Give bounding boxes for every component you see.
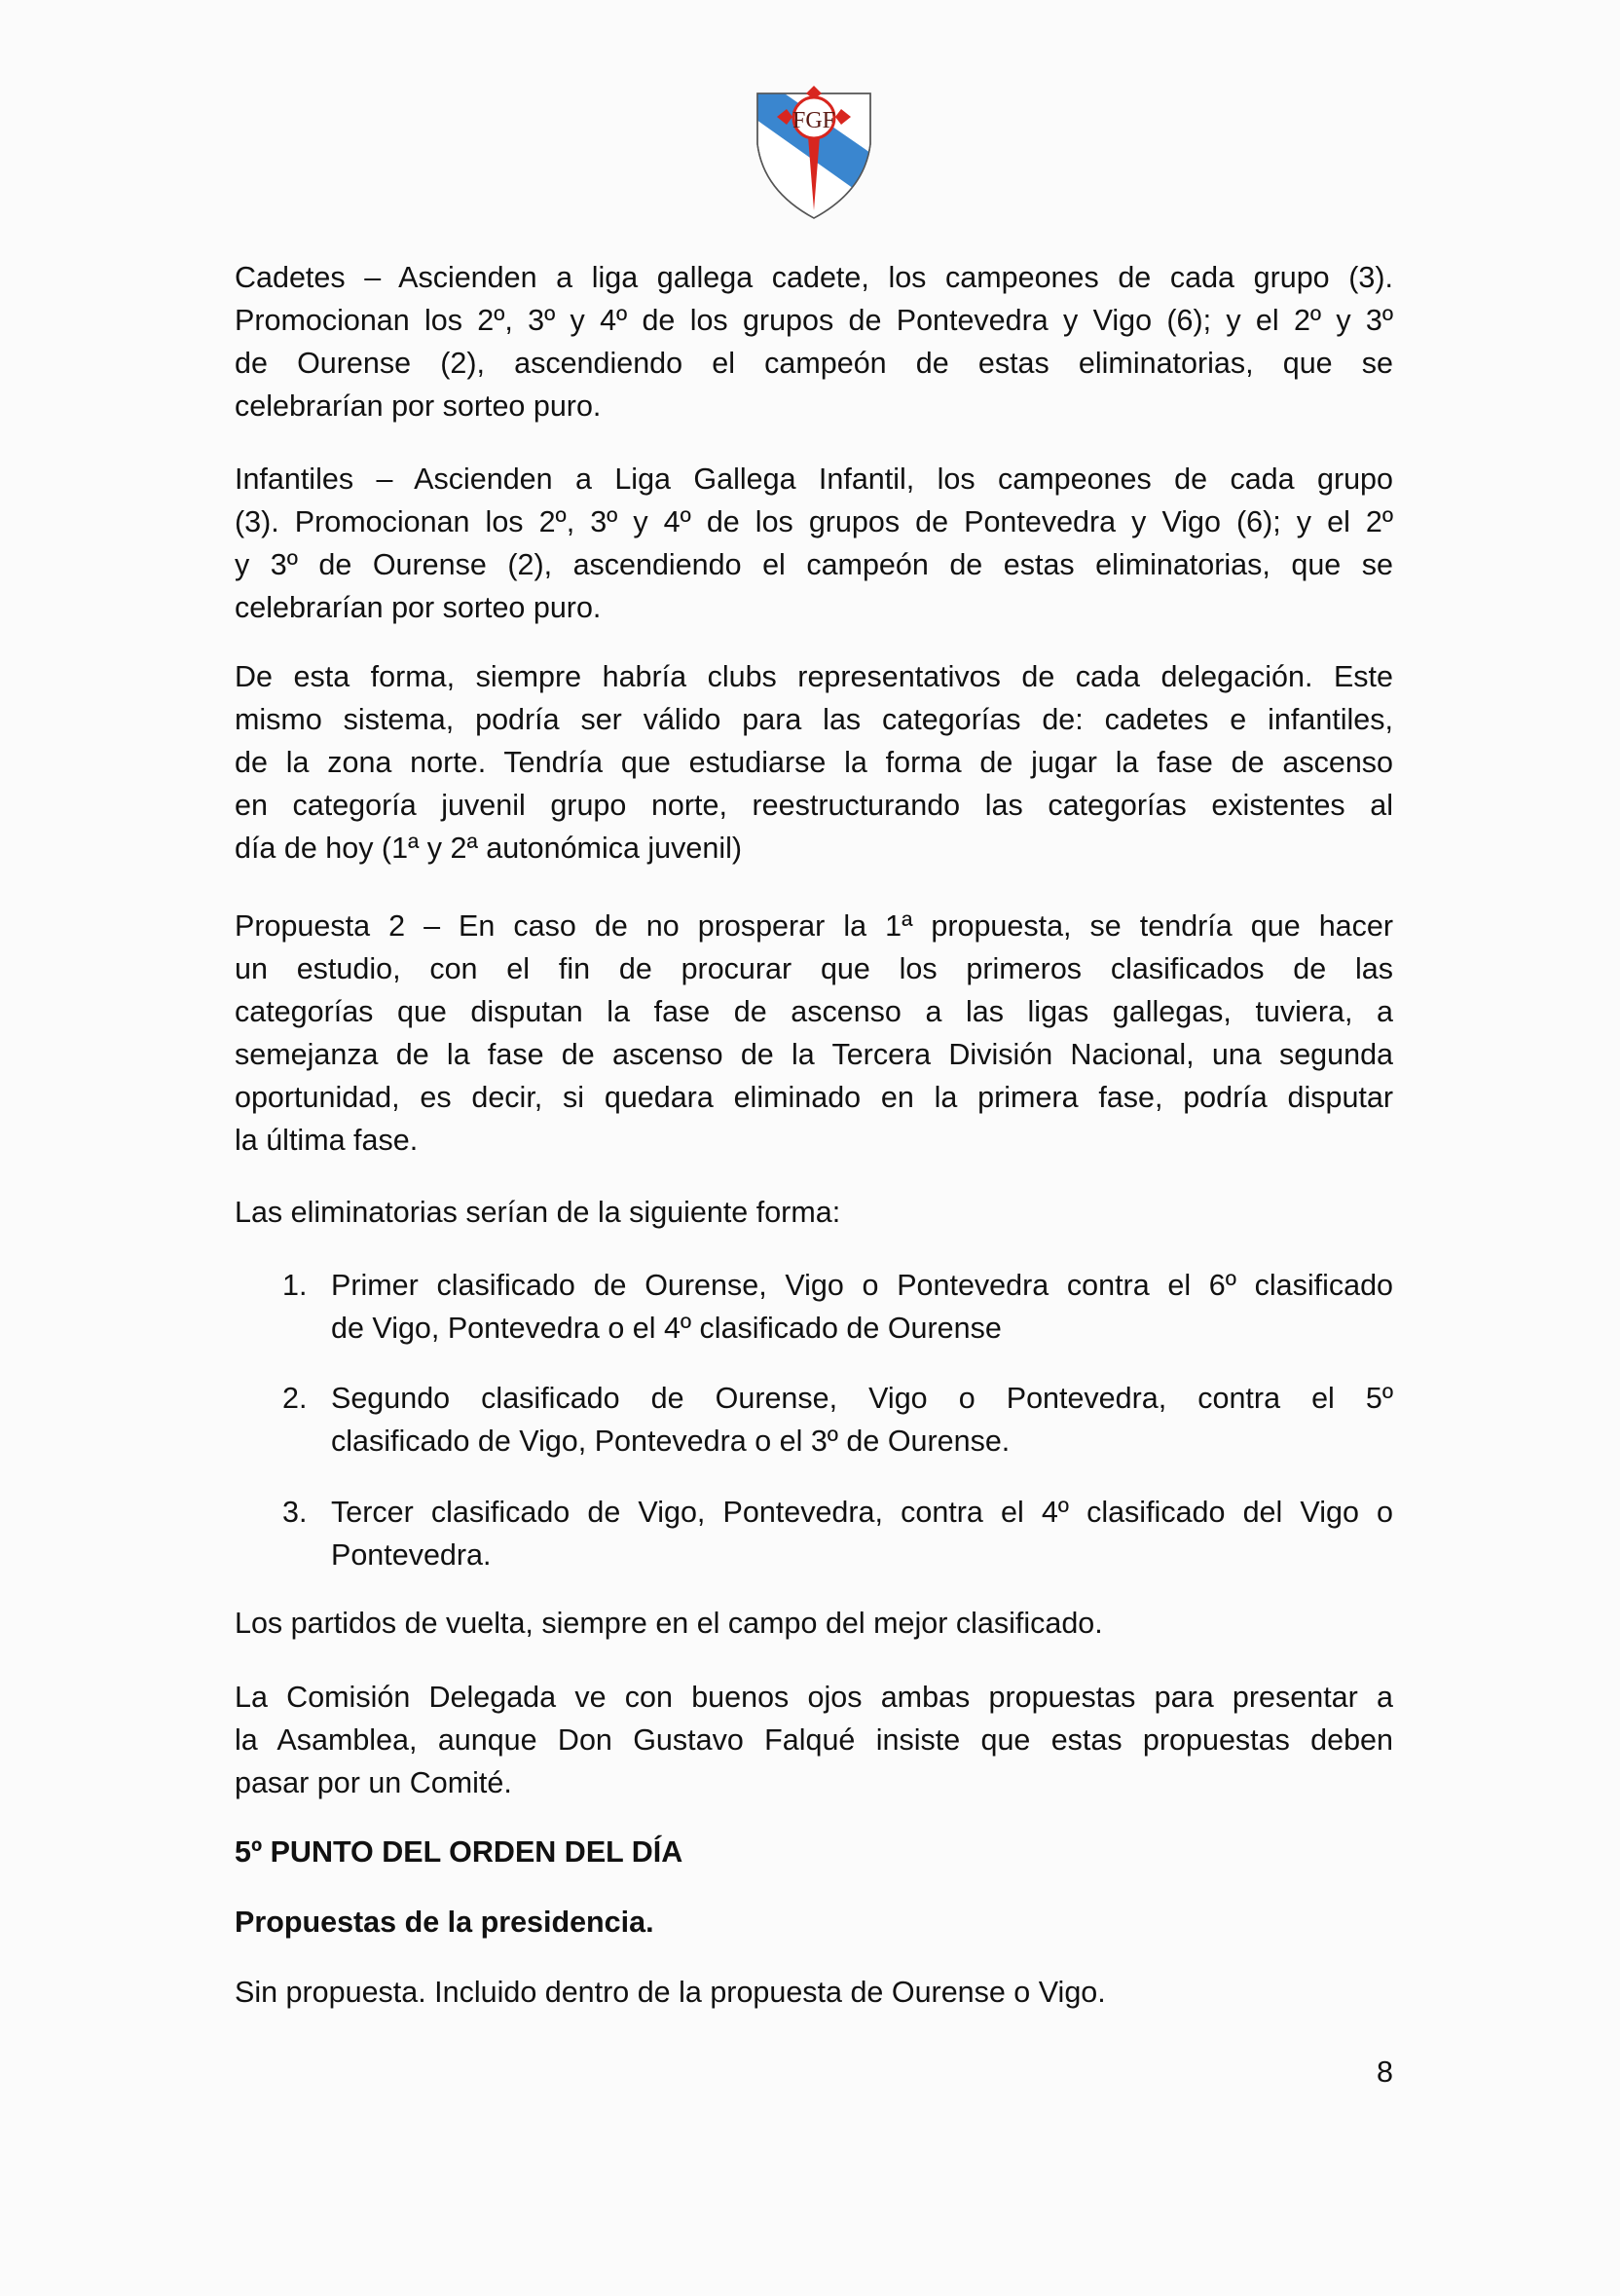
list-number: 1. <box>282 1269 308 1302</box>
text-line: La Comisión Delegada ve con buenos ojos ambas propuestas para presentar a <box>235 1681 1393 1714</box>
text-line: de Ourense (2), ascendiendo el campeón de estas eliminatorias, que se <box>235 347 1393 380</box>
text-line: de Vigo, Pontevedra o el 4º clasificado de Ourense <box>331 1312 1002 1345</box>
list-number: 3. <box>282 1496 308 1529</box>
text-line: celebrarían por sorteo puro. <box>235 591 602 624</box>
paragraph-cadetes <box>235 256 1393 427</box>
text-line: Propuesta 2 – En caso de no prosperar la 1ª propuesta, se tendría que hacer <box>235 909 1393 943</box>
text-line: categorías que disputan la fase de ascenso a las ligas gallegas, tuviera, a <box>235 995 1393 1028</box>
text-line: Primer clasificado de Ourense, Vigo o Pontevedra contra el 6º clasificado <box>331 1269 1393 1302</box>
text-line: pasar por un Comité. <box>235 1766 512 1799</box>
fgf-logo <box>750 86 878 222</box>
list-item-text <box>331 1491 1393 1576</box>
paragraph-comision <box>235 1676 1393 1804</box>
list-item-text <box>331 1377 1393 1463</box>
logo-text: FGF <box>792 108 836 133</box>
text-line: día de hoy (1ª y 2ª autonómica juvenil) <box>235 832 743 865</box>
list-item-text <box>331 1264 1393 1350</box>
text-line: y 3º de Ourense (2), ascendiendo el campeón de estas eliminatorias, que se <box>235 548 1393 581</box>
page-number: 8 <box>1377 2055 1393 2089</box>
text-line: la última fase. <box>235 1124 419 1157</box>
text-line: un estudio, con el fin de procurar que los primeros clasificados de las <box>235 952 1393 985</box>
text-line: Pontevedra. <box>331 1538 492 1572</box>
text-line: de la zona norte. Tendría que estudiarse la forma de jugar la fase de ascenso <box>235 746 1393 779</box>
text-line: Tercer clasificado de Vigo, Pontevedra, contra el 4º clasificado del Vigo o <box>331 1496 1393 1529</box>
paragraph-eliminatorias-intro <box>235 1191 1393 1234</box>
list-number: 2. <box>282 1382 308 1415</box>
text-line: oportunidad, es decir, si quedara eliminado en la primera fase, podría disputar <box>235 1081 1393 1114</box>
section-heading: 5º PUNTO DEL ORDEN DEL DÍA <box>235 1835 683 1869</box>
paragraph-de-esta-forma <box>235 655 1393 870</box>
text-line: celebrarían por sorteo puro. <box>235 389 602 423</box>
text-line: De esta forma, siempre habría clubs representativos de cada delegación. Este <box>235 660 1393 693</box>
text-line: Cadetes – Ascienden a liga gallega cadete, los campeones de cada grupo (3). <box>235 261 1393 294</box>
text-line: (3). Promocionan los 2º, 3º y 4º de los grupos de Pontevedra y Vigo (6); y el 2º <box>235 505 1393 538</box>
text-line: Promocionan los 2º, 3º y 4º de los grupos de Pontevedra y Vigo (6); y el 2º y 3º <box>235 304 1393 337</box>
text-line: clasificado de Vigo, Pontevedra o el 3º de Ourense. <box>331 1425 1011 1458</box>
text-line: semejanza de la fase de ascenso de la Tercera División Nacional, una segunda <box>235 1038 1393 1071</box>
text-line: mismo sistema, podría ser válido para las categorías de: cadetes e infantiles, <box>235 703 1393 736</box>
paragraph-partidos-vuelta <box>235 1602 1393 1645</box>
text-line: en categoría juvenil grupo norte, reestructurando las categorías existentes al <box>235 789 1393 822</box>
section-subheading: Propuestas de la presidencia. <box>235 1906 654 1939</box>
text-line: Segundo clasificado de Ourense, Vigo o Pontevedra, contra el 5º <box>331 1382 1393 1415</box>
section-body: Sin propuesta. Incluido dentro de la propuesta de Ourense o Vigo. <box>235 1976 1106 2009</box>
text-line: Infantiles – Ascienden a Liga Gallega Infantil, los campeones de cada grupo <box>235 463 1393 496</box>
text-line: Las eliminatorias serían de la siguiente forma: <box>235 1196 841 1229</box>
paragraph-infantiles <box>235 458 1393 629</box>
text-line: la Asamblea, aunque Don Gustavo Falqué insiste que estas propuestas deben <box>235 1723 1393 1757</box>
paragraph-propuesta-2 <box>235 905 1393 1162</box>
text-line: Los partidos de vuelta, siempre en el campo del mejor clasificado. <box>235 1607 1103 1640</box>
